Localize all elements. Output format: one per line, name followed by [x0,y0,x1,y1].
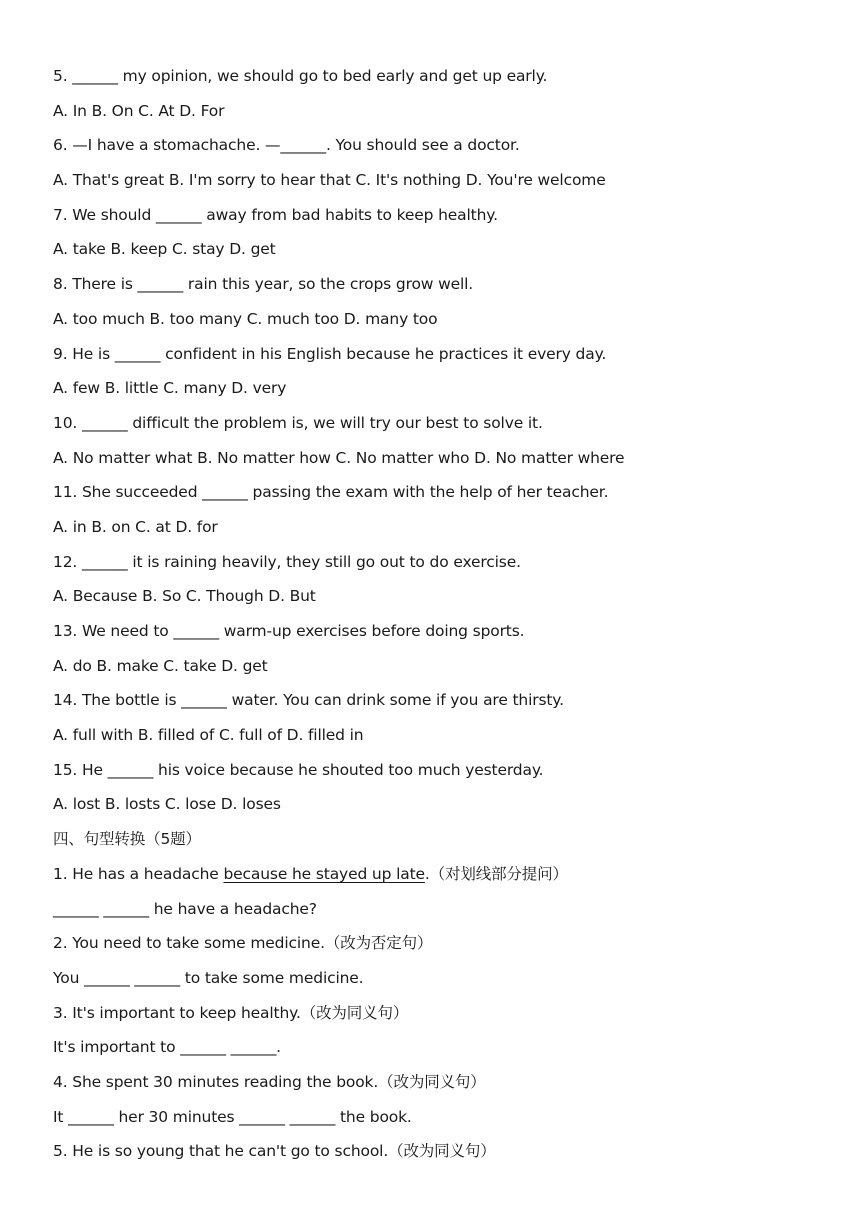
question-8: 8. There is ______ rain this year, so the crops grow well. [53,275,474,294]
question-6: 6. —I have a stomachache. —______. You should see a doctor. [53,136,520,155]
question-15: 15. He ______ his voice because he shouted too much yesterday. [53,760,544,779]
section-heading: 四、句型转换（5题） [53,830,201,849]
transform-question-2: 2. You need to take some medicine.（改为否定句） [53,934,433,953]
transform-answer-3: It's important to ______ ______. [53,1038,281,1057]
transform-answer-2: You ______ ______ to take some medicine. [53,968,364,987]
question-9-options: A. few B. little C. many D. very [53,379,287,398]
question-15-options: A. lost B. losts C. lose D. loses [53,795,281,814]
question-12: 12. ______ it is raining heavily, they still go out to do exercise. [53,552,521,571]
question-5: 5. ______ my opinion, we should go to bed early and get up early. [53,67,548,85]
question-8-options: A. too much B. too many C. much too D. many too [53,309,438,328]
transform-answer-4: It ______ her 30 minutes ______ ______ the book. [53,1107,412,1126]
transform-question-4: 4. She spent 30 minutes reading the book.（改为同义句） [53,1072,486,1091]
question-14-options: A. full with B. filled of C. full of D. filled in [53,726,364,745]
transform-question-1-suffix: .（对划线部分提问） [424,864,568,883]
transform-question-3: 3. It's important to keep healthy.（改为同义句） [53,1003,409,1022]
question-7-options: A. take B. keep C. stay D. get [53,240,276,259]
question-5-options: A. In B. On C. At D. For [53,101,225,120]
question-13-options: A. do B. make C. take D. get [53,656,268,675]
transform-question-5: 5. He is so young that he can't go to school.（改为同义句） [53,1142,496,1161]
question-9: 9. He is ______ confident in his English because he practices it every day. [53,344,607,363]
transform-question-1-prefix: 1. He has a headache [53,864,224,883]
question-13: 13. We need to ______ warm-up exercises before doing sports. [53,622,525,640]
question-10-options: A. No matter what B. No matter how C. No matter who D. No matter where [53,448,625,467]
question-6-options: A. That's great B. I'm sorry to hear that C. It's nothing D. You're welcome [53,171,606,190]
question-7: 7. We should ______ away from bad habits to keep healthy. [53,205,498,224]
question-14: 14. The bottle is ______ water. You can drink some if you are thirsty. [53,691,564,710]
underlined-phrase: because he stayed up late [223,864,425,883]
transform-question-1 [53,857,833,892]
transform-answer-1: ______ ______ he have a headache? [53,899,317,918]
question-12-options: A. Because B. So C. Though D. But [53,587,316,606]
question-11: 11. She succeeded ______ passing the exam with the help of her teacher. [53,483,609,502]
document-page [53,59,833,1169]
question-11-options: A. in B. on C. at D. for [53,517,218,536]
question-10: 10. ______ difficult the problem is, we will try our best to solve it. [53,413,543,432]
